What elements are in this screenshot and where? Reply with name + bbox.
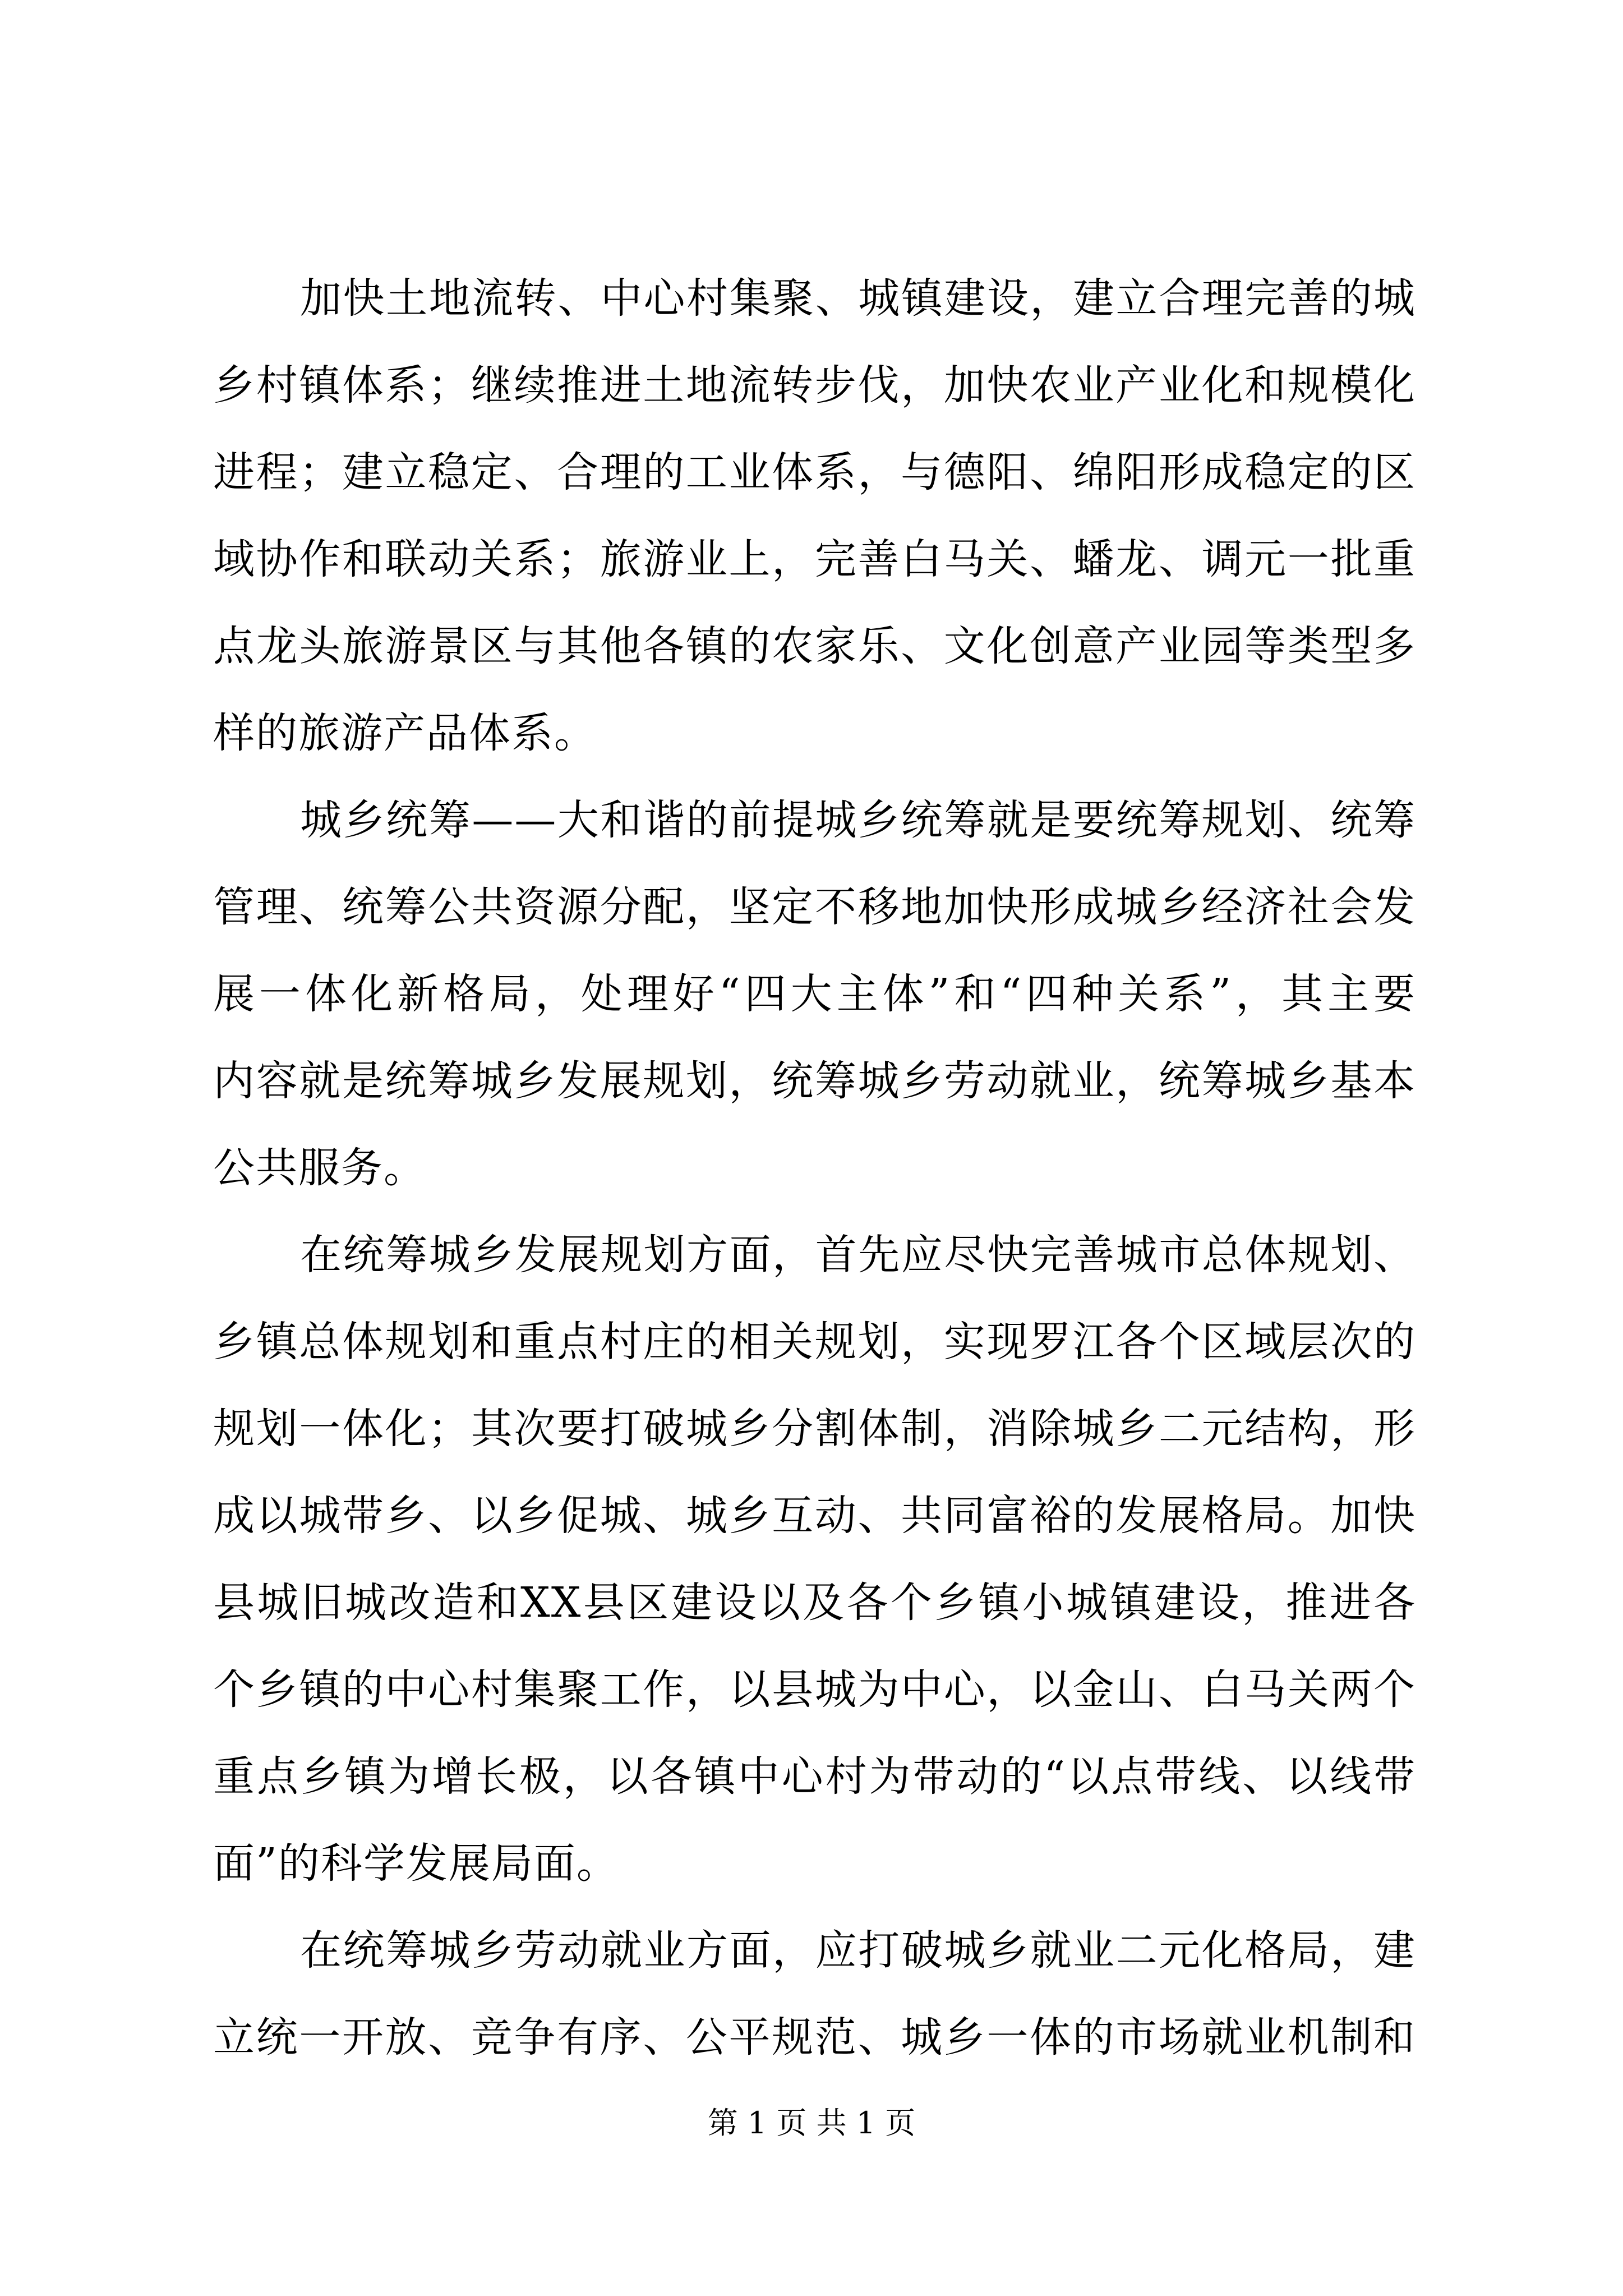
text-line: 立统一开放、竞争有序、公平规范、城乡一体的市场就业机制和 <box>213 2013 1416 2062</box>
paragraph-1 <box>213 255 1416 777</box>
text-line: 进程；建立稳定、合理的工业体系，与德阳、绵阳形成稳定的区 <box>213 448 1416 496</box>
text-line: 内容就是统筹城乡发展规划，统筹城乡劳动就业，统筹城乡基本 <box>213 1057 1416 1105</box>
text-line: 个乡镇的中心村集聚工作，以县城为中心，以金山、白马关两个 <box>213 1665 1416 1714</box>
paragraph-3 <box>213 1212 1416 1907</box>
text-line: 县城旧城改造和XX县区建设以及各个乡镇小城镇建设，推进各 <box>213 1579 1416 1627</box>
text-line: 重点乡镇为增长极，以各镇中心村为带动的“以点带线、以线带 <box>213 1752 1416 1801</box>
paragraph-4 <box>213 1907 1416 2081</box>
text-line: 乡村镇体系；继续推进土地流转步伐，加快农业产业化和规模化 <box>213 361 1416 409</box>
paragraph-2 <box>213 777 1416 1212</box>
text-line: 域协作和联动关系；旅游业上，完善白马关、蟠龙、调元一批重 <box>213 535 1416 583</box>
text-line: 面”的科学发展局面。 <box>213 1839 619 1888</box>
text-line: 乡镇总体规划和重点村庄的相关规划，实现罗江各个区域层次的 <box>213 1318 1416 1366</box>
document-body <box>213 255 1416 2081</box>
page-footer: 第 1 页 共 1 页 <box>707 2105 916 2141</box>
text-line: 加快土地流转、中心村集聚、城镇建设，建立合理完善的城 <box>300 274 1416 323</box>
text-line: 样的旅游产品体系。 <box>213 709 597 757</box>
text-line: 在统筹城乡劳动就业方面，应打破城乡就业二元化格局，建 <box>300 1926 1416 1975</box>
text-line: 城乡统筹——大和谐的前提城乡统筹就是要统筹规划、统筹 <box>300 796 1416 844</box>
text-line: 公共服务。 <box>213 1144 426 1192</box>
text-line: 规划一体化；其次要打破城乡分割体制，消除城乡二元结构，形 <box>213 1405 1416 1453</box>
text-line: 点龙头旅游景区与其他各镇的农家乐、文化创意产业园等类型多 <box>213 622 1416 670</box>
text-line: 管理、统筹公共资源分配，坚定不移地加快形成城乡经济社会发 <box>213 883 1416 931</box>
text-line: 在统筹城乡发展规划方面，首先应尽快完善城市总体规划、 <box>300 1231 1416 1279</box>
text-line: 成以城带乡、以乡促城、城乡互动、共同富裕的发展格局。加快 <box>213 1492 1416 1540</box>
text-line: 展一体化新格局，处理好“四大主体”和“四种关系”，其主要 <box>213 970 1416 1018</box>
